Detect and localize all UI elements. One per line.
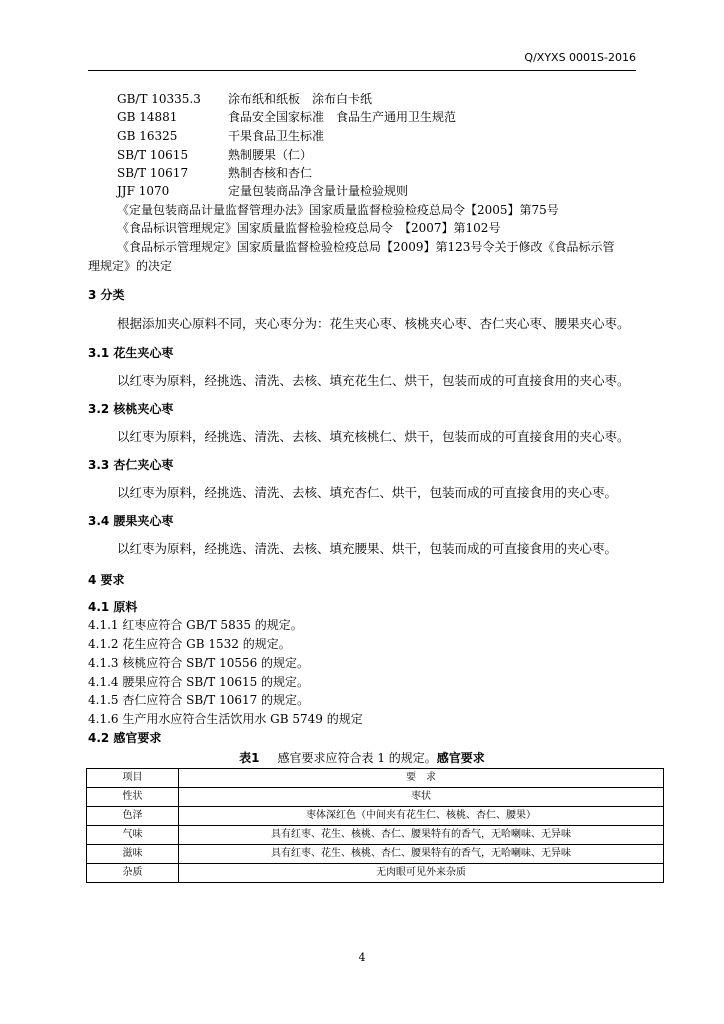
table-cell-item: 杂质 [87, 864, 179, 883]
subsection-heading: 3.4 腰果夹心枣 [88, 514, 174, 528]
regulation-item: 《定量包装商品计量监督管理办法》国家质量监督检验检疫总局令【2005】第75号 [117, 203, 559, 217]
reference-title: 熟制腰果（仁） [228, 148, 313, 162]
reference-item [0, 128, 724, 144]
subsection-heading: 4.1 原料 [88, 600, 138, 614]
table-cell-item: 滋味 [87, 845, 179, 864]
sensory-requirements-table [86, 768, 664, 883]
reference-code: GB 14881 [117, 110, 178, 124]
table-caption-text: 感官要求应符合表 1 的规定。 [277, 751, 437, 765]
table-cell-requirement: 具有红枣、花生、核桃、杏仁、腰果特有的香气，无哈喇味、无异味 [179, 826, 664, 845]
table-row [87, 845, 664, 864]
clause-item: 4.1.1 红枣应符合 GB/T 5835 的规定。 [88, 618, 303, 632]
document-code: Q/XYXS 0001S-2016 [524, 51, 636, 64]
table-row [87, 788, 664, 807]
regulation-item: 《食品标示管理规定》国家质量监督检验检疫总局【2009】第123号令关于修改《食品标示管 [117, 240, 615, 254]
reference-title: 熟制杏核和杏仁 [228, 166, 313, 180]
regulation-item: 《食品标识管理规定》国家质量监督检验检疫总局令 【2007】第102号 [117, 221, 501, 235]
reference-title: 干果食品卫生标准 [228, 129, 325, 143]
table-caption-title: 感官要求 [436, 751, 485, 765]
reference-title: 定量包装商品净含量计量检验规则 [228, 184, 409, 198]
clause-item: 4.1.6 生产用水应符合生活饮用水 GB 5749 的规定 [88, 712, 363, 726]
subsection-heading: 3.2 核桃夹心枣 [88, 402, 174, 416]
column-header-item: 项目 [87, 769, 179, 788]
subsection-heading: 3.1 花生夹心枣 [88, 346, 174, 360]
paragraph: 以红枣为原料，经挑选、清洗、去核、填充杏仁、烘干，包装而成的可直接食用的夹心枣。 [117, 485, 618, 500]
table-caption [0, 750, 724, 766]
table-cell-requirement: 无肉眼可见外来杂质 [179, 864, 664, 883]
table-cell-item: 气味 [87, 826, 179, 845]
header-rule [88, 70, 636, 71]
section-heading: 3 分类 [88, 288, 125, 302]
paragraph: 根据添加夹心原料不同，夹心枣分为：花生夹心枣、核桃夹心枣、杏仁夹心枣、腰果夹心枣。 [117, 316, 630, 331]
reference-item [0, 91, 724, 107]
reference-title: 食品安全国家标准 食品生产通用卫生规范 [228, 110, 457, 124]
paragraph: 以红枣为原料，经挑选、清洗、去核、填充核桃仁、烘干，包装而成的可直接食用的夹心枣。 [117, 429, 630, 444]
table-cell-requirement: 枣状 [179, 788, 664, 807]
table-cell-requirement: 枣体深红色（中间夹有花生仁、核桃、杏仁、腰果） [179, 807, 664, 826]
page-number: 4 [358, 951, 366, 964]
reference-code: JJF 1070 [117, 184, 170, 198]
reference-code: GB 16325 [117, 129, 178, 143]
reference-item [0, 183, 724, 199]
reference-item [0, 147, 724, 163]
reference-code: SB/T 10615 [117, 148, 189, 162]
section-heading: 4 要求 [88, 573, 125, 587]
table-header-row [87, 769, 664, 788]
table-cell-item: 性状 [87, 788, 179, 807]
table-row [87, 807, 664, 826]
regulation-item-continuation: 理规定》的决定 [88, 259, 173, 273]
clause-item: 4.1.3 核桃应符合 SB/T 10556 的规定。 [88, 656, 310, 670]
table-row [87, 864, 664, 883]
table-caption-label: 表1 [239, 751, 260, 765]
reference-item [0, 165, 724, 181]
table-cell-requirement: 具有红枣、花生、核桃、杏仁、腰果特有的香气，无哈喇味、无异味 [179, 845, 664, 864]
reference-code: GB/T 10335.3 [117, 92, 201, 106]
subsection-heading: 3.3 杏仁夹心枣 [88, 458, 174, 472]
clause-item: 4.1.5 杏仁应符合 SB/T 10617 的规定。 [88, 693, 310, 707]
paragraph: 以红枣为原料，经挑选、清洗、去核、填充腰果、烘干，包装而成的可直接食用的夹心枣。 [117, 541, 618, 556]
column-header-requirement: 要 求 [179, 769, 664, 788]
subsection-heading: 4.2 感官要求 [88, 731, 162, 745]
reference-title: 涂布纸和纸板 涂布白卡纸 [228, 92, 373, 106]
reference-code: SB/T 10617 [117, 166, 189, 180]
reference-item [0, 109, 724, 125]
clause-item: 4.1.4 腰果应符合 SB/T 10615 的规定。 [88, 675, 310, 689]
table-row [87, 826, 664, 845]
table-cell-item: 色泽 [87, 807, 179, 826]
clause-item: 4.1.2 花生应符合 GB 1532 的规定。 [88, 637, 291, 651]
paragraph: 以红枣为原料，经挑选、清洗、去核、填充花生仁、烘干，包装而成的可直接食用的夹心枣。 [117, 373, 630, 388]
